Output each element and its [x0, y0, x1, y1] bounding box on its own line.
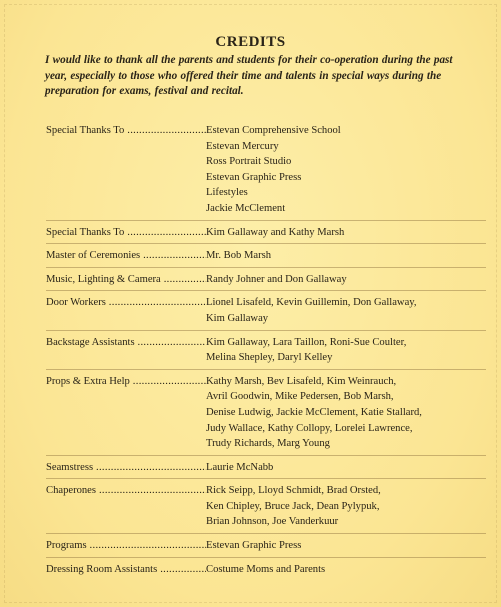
- credit-value: Lionel Lisafeld, Kevin Guillemin, Don Gallaway,: [206, 297, 417, 309]
- credit-value: Brian Johnson, Joe Vanderkuur: [206, 516, 339, 528]
- credit-values: [206, 248, 486, 264]
- credit-value: Estevan Graphic Press: [206, 540, 302, 552]
- row-divider: [46, 290, 486, 291]
- credit-label: [46, 272, 206, 288]
- credit-values: [206, 562, 486, 578]
- credit-label-text: Props & Extra Help .....: [46, 376, 206, 387]
- credit-value: Lifestyles: [206, 187, 248, 199]
- credit-label-text: Door Workers .....: [46, 297, 206, 308]
- credit-row: [46, 225, 486, 241]
- credit-label: [46, 248, 206, 264]
- credit-row: [46, 538, 486, 554]
- credit-label: [46, 483, 206, 530]
- credit-value: Estevan Graphic Press: [206, 171, 302, 183]
- credit-label-text: Master of Ceremonies .....: [46, 250, 206, 261]
- intro-paragraph: I would like to thank all the parents and students for their co-operation during the past year, especially to those who offered their time and talents in special ways during the preparation for exams, festival and recital.: [45, 54, 453, 97]
- credit-value: Kim Gallaway, Lara Taillon, Roni-Sue Coulter,: [206, 336, 407, 348]
- credit-label: [46, 295, 206, 326]
- credit-label-text: Programs .....: [46, 540, 206, 551]
- credit-label: [46, 225, 206, 241]
- credit-value: Estevan Mercury: [206, 140, 279, 152]
- credit-label-text: Dressing Room Assistants .....: [46, 564, 206, 575]
- row-divider: [46, 455, 486, 456]
- credit-label: [46, 460, 206, 476]
- row-divider: [46, 533, 486, 534]
- credit-value: Rick Seipp, Lloyd Schmidt, Brad Orsted,: [206, 485, 381, 497]
- credit-value: Trudy Richards, Marg Young: [206, 438, 330, 450]
- credit-row: [46, 248, 486, 264]
- credit-label-text: Seamstress .....: [46, 462, 206, 473]
- credit-label: [46, 538, 206, 554]
- credits-list: [46, 123, 486, 577]
- credit-value: Ross Portrait Studio: [206, 156, 292, 168]
- row-divider: [46, 557, 486, 558]
- row-divider: [46, 478, 486, 479]
- credit-row: [46, 483, 486, 530]
- credit-values: [206, 272, 486, 288]
- row-divider: [46, 330, 486, 331]
- credit-value: Avril Goodwin, Mike Pedersen, Bob Marsh,: [206, 391, 394, 403]
- row-divider: [46, 243, 486, 244]
- credit-values: [206, 483, 486, 530]
- row-divider: [46, 369, 486, 370]
- credit-value: Costume Moms and Parents: [206, 563, 326, 575]
- credit-value: Randy Johner and Don Gallaway: [206, 273, 347, 285]
- credit-row: [46, 335, 486, 366]
- credit-values: [206, 295, 486, 326]
- credit-value: Judy Wallace, Kathy Collopy, Lorelei Lawrence,: [206, 422, 413, 434]
- credit-row: [46, 562, 486, 578]
- page-title: CREDITS: [215, 34, 286, 50]
- credit-label-text: Special Thanks To .....: [46, 125, 206, 136]
- credit-value: Estevan Comprehensive School: [206, 125, 341, 136]
- credit-row: [46, 460, 486, 476]
- credit-value: Jackie McClement: [206, 202, 286, 214]
- credit-row: [46, 374, 486, 452]
- credit-value: Laurie McNabb: [206, 461, 274, 473]
- credit-label: [46, 335, 206, 366]
- credit-label: [46, 374, 206, 452]
- credit-values: [206, 335, 486, 366]
- row-divider: [46, 267, 486, 268]
- credit-value: Kathy Marsh, Bev Lisafeld, Kim Weinrauch,: [206, 375, 397, 387]
- credit-label-text: Music, Lighting & Camera .....: [46, 274, 206, 285]
- row-divider: [46, 220, 486, 221]
- credit-value: Ken Chipley, Bruce Jack, Dean Pylypuk,: [206, 500, 380, 512]
- credit-values: [206, 123, 486, 217]
- credit-value: Kim Gallaway: [206, 312, 269, 324]
- credit-label: [46, 123, 206, 217]
- credit-value: Denise Ludwig, Jackie McClement, Katie Stallard,: [206, 406, 422, 418]
- credit-label-text: Chaperones .....: [46, 485, 206, 496]
- credit-values: [206, 460, 486, 476]
- credit-label-text: Backstage Assistants .....: [46, 337, 206, 348]
- credit-values: [206, 225, 486, 241]
- credit-values: [206, 538, 486, 554]
- credit-value: Mr. Bob Marsh: [206, 250, 272, 262]
- credit-value: Kim Gallaway and Kathy Marsh: [206, 226, 345, 238]
- credit-row: [46, 123, 486, 217]
- credit-label: [46, 562, 206, 578]
- credit-value: Melina Shepley, Daryl Kelley: [206, 352, 333, 364]
- credit-row: [46, 295, 486, 326]
- credit-row: [46, 272, 486, 288]
- credit-values: [206, 374, 486, 452]
- credit-label-text: Special Thanks To .....: [46, 227, 206, 238]
